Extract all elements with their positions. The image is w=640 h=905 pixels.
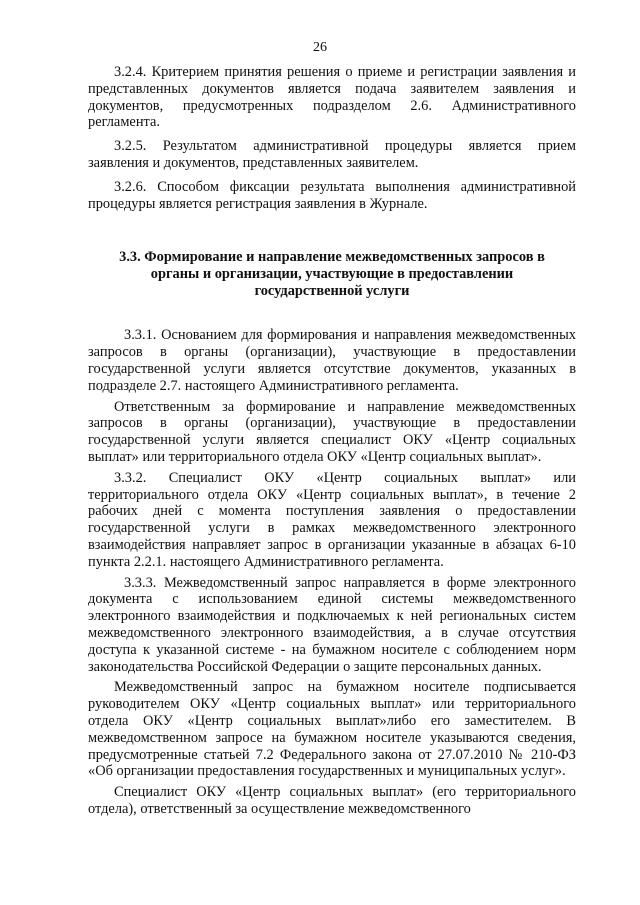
section-heading-3-3: 3.3. Формирование и направление межведомственных запросов в органы и организации, участвующие в предоставлении государственной услуги [119, 249, 545, 300]
paragraph-3-3-1: 3.3.1. Основанием для формирования и направления межведомственных запросов в органы (организации), участвующие в предоставлении государственной услуги является отсутствие документов, указанных в подразделе 2.7. настоящего Административного регламента. [88, 327, 576, 394]
paragraph-3-2-6: 3.2.6. Способом фиксации результата выполнения административной процедуры является регистрация заявления в Журнале. [88, 178, 576, 212]
paragraph-3-3-2: 3.3.2. Специалист ОКУ «Центр социальных выплат» или территориального отдела ОКУ «Центр социальных выплат», в течение 2 рабочих дней с момента поступления заявления о предоставлении государственной услуги в рамках межведомственного электронного взаимодействия направляет запрос в организации указанные в абзацах 6-10 пункта 2.2.1. настоящего Административного регламента. [88, 469, 576, 570]
section-3-2-continuation [88, 64, 576, 212]
paragraph-responsible: Ответственным за формирование и направление межведомственных запросов в органы (организации), участвующие в предоставлении государственной услуги является специалист ОКУ «Центр социальных выплат» или территориального отдела ОКУ «Центр социальных выплат». [88, 398, 576, 465]
section-3-3-body [88, 327, 576, 817]
paragraph-3-3-3: 3.3.3. Межведомственный запрос направляется в форме электронного документа с использованием единой системы межведомственного электронного взаимодействия и подключаемых к ней региональных систем межведомственного электронного взаимодействия, а в случае отсутствия доступа к указанной системе - на бумажном носителе с соблюдением норм законодательства Российской Федерации о защите персональных данных. [88, 574, 576, 675]
paragraph-3-2-4: 3.2.4. Критерием принятия решения о приеме и регистрации заявления и представленных документов является подача заявителем заявления и документов, предусмотренных подразделом 2.6. Административного регламента. [88, 64, 576, 131]
paragraph-specialist: Специалист ОКУ «Центр социальных выплат» (его территориального отдела), ответственный за осуществление межведомственного [88, 784, 576, 817]
page-number: 26 [313, 40, 327, 55]
paragraph-paper-request: Межведомственный запрос на бумажном носителе подписывается руководителем ОКУ «Центр социальных выплат» или территориального отдела ОКУ «Центр социальных выплат»либо его заместителем. В межведомственном запросе на бумажном носителе указываются сведения, предусмотренные статьей 7.2 Федерального закона от 27.07.2010 № 210-ФЗ «Об организации предоставления государственных и муниципальных услуг». [88, 679, 576, 780]
paragraph-3-2-5: 3.2.5. Результатом административной процедуры является прием заявления и документов, представленных заявителем. [88, 138, 576, 171]
page-content [88, 64, 576, 818]
